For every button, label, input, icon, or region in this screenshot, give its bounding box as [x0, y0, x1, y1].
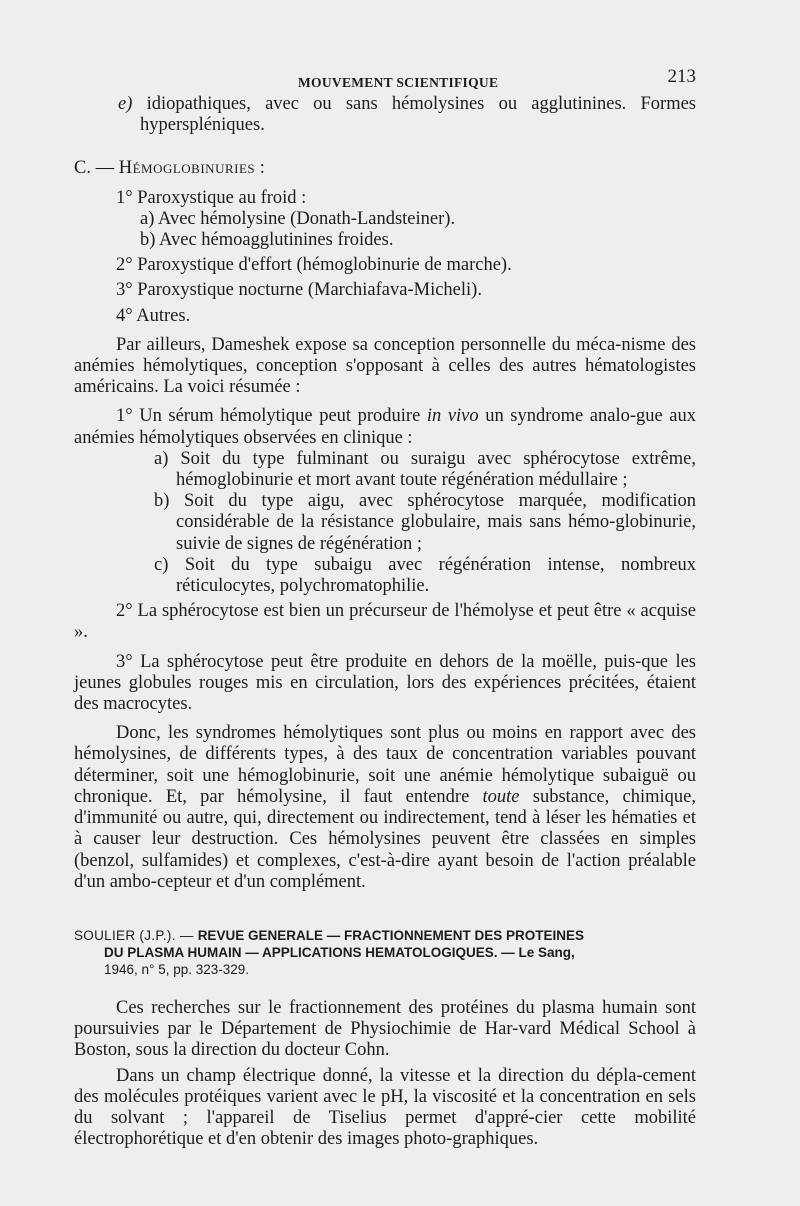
point-3: 3° La sphérocytose peut être produite en dehors de la moëlle, puis-que les jeunes globules rouges mis en circulation, lors des expériences précitées, étaient des macrocytes.	[74, 651, 696, 715]
list-item: a) Avec hémolysine (Donath-Landsteiner).	[140, 208, 456, 229]
list-item: b) Avec hémoagglutinines froides.	[140, 230, 394, 251]
list-item-e	[118, 94, 696, 136]
point-1-sublist	[74, 449, 696, 597]
section-title: Hémoglobinuries	[118, 158, 256, 179]
ref-journal: — Le Sang,	[497, 944, 575, 960]
page-header	[74, 66, 696, 90]
sub-item-b: b) Soit du type aigu, avec sphérocytose marquée, modification considérable de la résistance globulaire, mais sans hémo-globinurie, suivie de signes de régénération ;	[154, 491, 696, 554]
point-1	[74, 406, 696, 448]
sub-item-c: c) Soit du type subaigu avec régénération intense, nombreux réticulocytes, polychromatophilie.	[154, 554, 696, 597]
section-suffix: :	[255, 158, 265, 179]
item-marker: e)	[118, 94, 133, 114]
ref-paragraph-1: Ces recherches sur le fractionnement des protéines du plasma humain sont poursuivies par le Département de Physiochimie de Har-vard Médical School à Boston, sous la direction du docteur Cohn.	[74, 997, 696, 1061]
ref-line-2	[74, 944, 696, 961]
ref-title-line1: REVUE GENERALE — FRACTIONNEMENT DES PROTEINES	[197, 927, 584, 943]
donc-text-end: substance, chimique, d'immunité ou autre, qui, directement ou indirectement, tend à léser les hématies et à causer leur destruction. Ces hémolysines peuvent être classées en simples (benzol, sulfamides) et complexes, c'est-à-dire ayant besoin de l'action préalable d'un ambo-cepteur et d'un complément.	[74, 786, 697, 892]
paragraph-intro: Par ailleurs, Dameshek expose sa conception personnelle du méca-nisme des anémies hémolytiques, conception s'opposant à celles des autres hématologistes américains. La voici résumée :	[74, 334, 696, 398]
list-item: 2° Paroxystique d'effort (hémoglobinurie de marche).	[116, 255, 512, 276]
section-label: C. —	[74, 158, 119, 179]
section-heading-c	[74, 158, 696, 179]
list-item: 1° Paroxystique au froid :	[116, 187, 307, 208]
point-2: 2° La sphérocytose est bien un précurseur de l'hémolyse et peut être « acquise ».	[74, 601, 696, 643]
list-item: 4° Autres.	[116, 305, 191, 326]
ref-citation: 1946, n° 5, pp. 323-329.	[104, 961, 250, 977]
ref-title-line2: DU PLASMA HUMAIN — APPLICATIONS HEMATOLOGIQUES.	[104, 944, 498, 960]
donc-text: Donc, les syndromes hémolytiques sont plus ou moins en rapport avec des hémolysines, de différents types, à des taux de concentration variables pouvant déterminer, soit une hémoglobinurie, soit une anémie hémolytique subaiguë ou chronique. Et, par hémolysine, il faut entendre	[74, 723, 696, 807]
ref-paragraph-2: Dans un champ électrique donné, la vitesse et la direction du dépla-cement des molécules protéiques varient avec le pH, la viscosité et la concentration en sels du solvant ; l'appareil de Tiselius permet d'appré-cier cette mobilité électrophorétique et d'en obtenir des images photo-graphiques.	[74, 1065, 696, 1150]
point-1-text: 1° Un sérum hémolytique peut produire	[116, 406, 427, 427]
paragraph-donc	[74, 723, 696, 893]
running-title: MOUVEMENT SCIENTIFIQUE	[298, 75, 499, 90]
point-1-text-end: un syndrome analo-gue aux anémies hémolytiques observées en clinique :	[74, 406, 697, 448]
point-1-italic: in vivo	[426, 406, 479, 427]
hemoglobinuria-list	[74, 188, 696, 327]
page-number: 213	[667, 66, 696, 87]
ref-author: SOULIER (J.P.). —	[74, 927, 198, 943]
sub-item-a: a) Soit du type fulminant ou suraigu avec sphérocytose extrême, hémoglobinurie et mort avant toute régénération médullaire ;	[154, 448, 696, 491]
item-text: idiopathiques, avec ou sans hémolysines ou agglutinines. Formes hyperspléniques.	[140, 94, 697, 136]
donc-italic: toute	[482, 786, 520, 807]
bibliographic-reference	[74, 927, 696, 978]
list-item: 3° Paroxystique nocturne (Marchiafava-Micheli).	[116, 280, 482, 301]
